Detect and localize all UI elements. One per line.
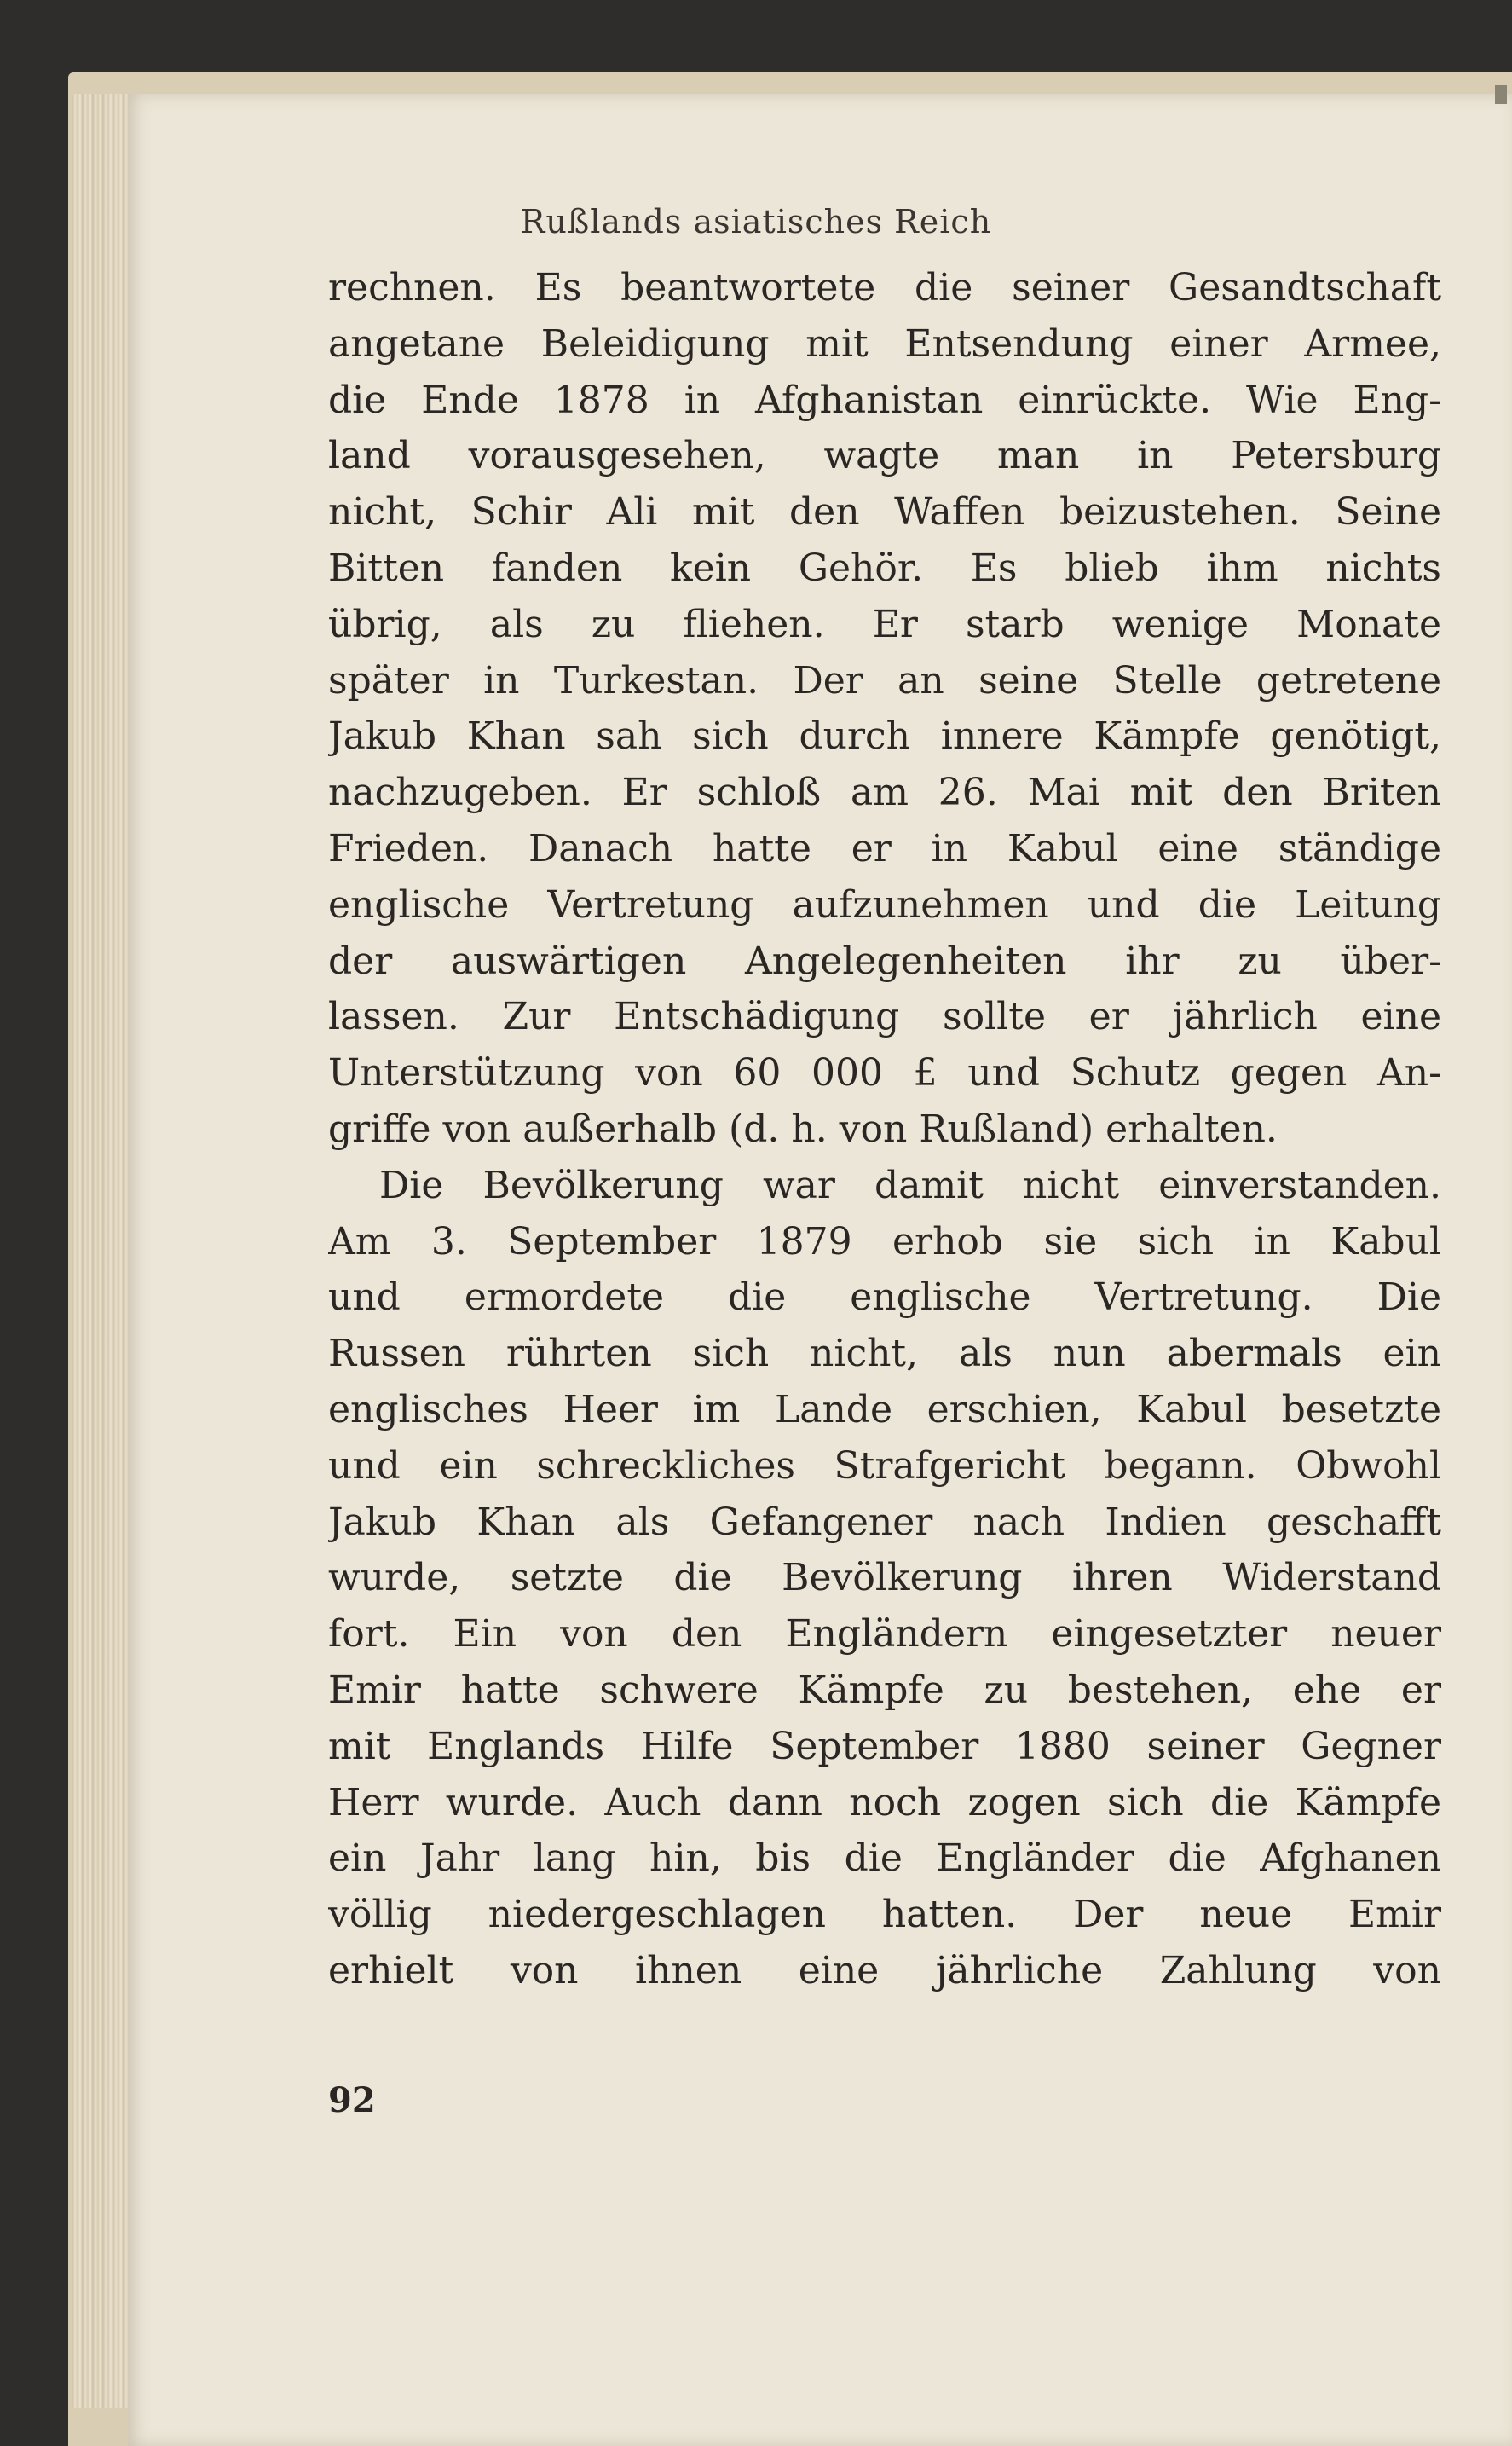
text-line: nicht, Schir Ali mit den Waffen beizustehen. Seine: [328, 490, 1441, 535]
text-line: griffe von außerhalb (d. h. von Rußland) erhalten.: [328, 1107, 1278, 1151]
text-line: und ein schreckliches Strafgericht begann. Obwohl: [328, 1443, 1441, 1488]
text-line: ein Jahr lang hin, bis die Engländer die Afghanen: [328, 1836, 1441, 1881]
text-line: Russen rührten sich nicht, als nun abermals ein: [328, 1332, 1441, 1376]
text-line: nachzugeben. Er schloß am 26. Mai mit den Briten: [328, 771, 1441, 815]
text-line: der auswärtigen Angelegenheiten ihr zu über-: [328, 939, 1441, 983]
text-line: land vorausgesehen, wagte man in Petersburg: [328, 434, 1441, 478]
text-line: die Ende 1878 in Afghanistan einrückte. Wie Eng-: [328, 378, 1441, 422]
text-line: übrig, als zu fliehen. Er starb wenige Monate: [328, 602, 1441, 646]
text-line: fort. Ein von den Engländern eingesetzter neuer: [328, 1612, 1441, 1657]
text-line: rechnen. Es beantwortete die seiner Gesandtschaft: [328, 266, 1441, 309]
text-line: englische Vertretung aufzunehmen und die Leitung: [328, 882, 1441, 927]
text-line: englisches Heer im Lande erschien, Kabul besetzte: [328, 1387, 1441, 1431]
text-line: mit Englands Hilfe September 1880 seiner Gegner: [328, 1724, 1441, 1768]
page-number: 92: [328, 2080, 376, 2120]
text-line: völlig niedergeschlagen hatten. Der neue Emir: [328, 1893, 1441, 1937]
running-head: Rußlands asiatisches Reich: [520, 203, 992, 240]
text-line: Frieden. Danach hatte er in Kabul eine ständige: [328, 826, 1441, 870]
text-line: Die Bevölkerung war damit nicht einverstanden.: [379, 1163, 1441, 1207]
text-line: Herr wurde. Auch dann noch zogen sich die Kämpfe: [328, 1780, 1441, 1824]
text-line: erhielt von ihnen eine jährliche Zahlung von: [328, 1948, 1441, 1992]
text-line: wurde, setzte die Bevölkerung ihren Widerstand: [328, 1556, 1441, 1600]
text-line: angetane Beleidigung mit Entsendung einer Armee,: [328, 321, 1441, 366]
text-line: Bitten fanden kein Gehör. Es blieb ihm nichts: [328, 546, 1441, 590]
text-line: Unterstützung von 60 000 £ und Schutz gegen An-: [328, 1051, 1441, 1096]
body-text: [328, 260, 1441, 1999]
text-line: lassen. Zur Entschädigung sollte er jährlich eine: [328, 995, 1441, 1039]
text-line: später in Turkestan. Der an seine Stelle getretene: [328, 658, 1441, 703]
text-line: Emir hatte schwere Kämpfe zu bestehen, ehe er: [328, 1668, 1441, 1712]
text-line: Jakub Khan sah sich durch innere Kämpfe genötigt,: [328, 714, 1441, 759]
text-line: Jakub Khan als Gefangener nach Indien geschafft: [328, 1500, 1441, 1544]
text-line: und ermordete die englische Vertretung. Die: [328, 1275, 1441, 1320]
text-line: Am 3. September 1879 erhob sie sich in Kabul: [328, 1219, 1441, 1263]
corner-marker: [1495, 85, 1507, 104]
